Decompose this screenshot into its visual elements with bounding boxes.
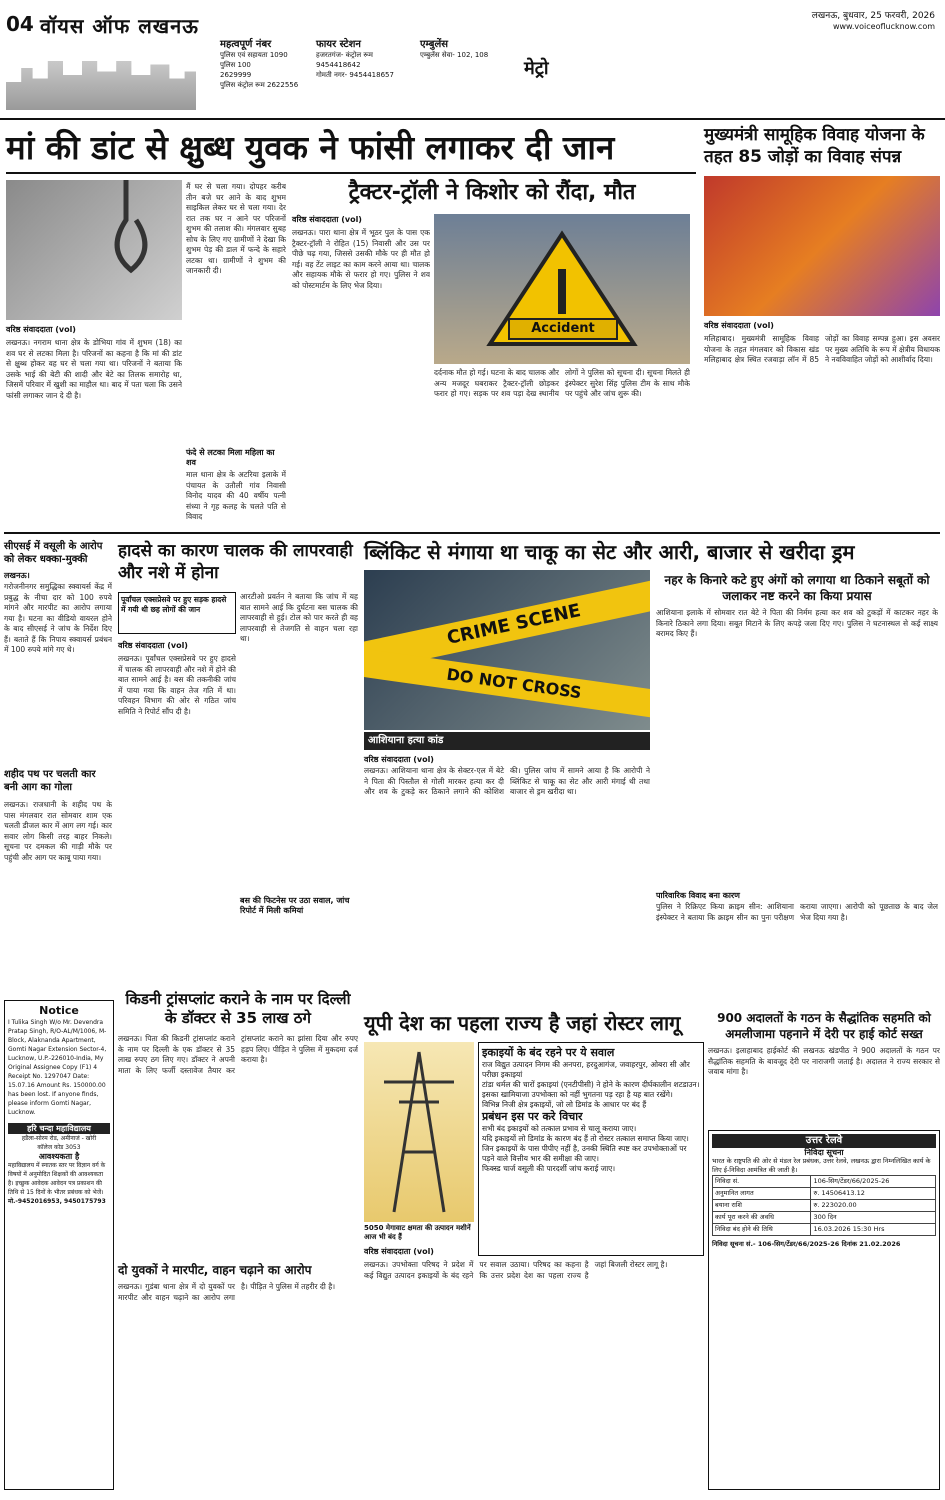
college-code: कॉलेज कोड 3053 [37,1144,81,1151]
kidney-body: लखनऊ। पिता की किडनी ट्रांसप्लांट कराने के नाम पर दिल्ली के एक डॉक्टर से 35 लाख रुपए ठग लिए गए। डॉक्टर ने अपनी माता के लिए फर्जी दस्तावेज तैयार कर ट्रांसप्लांट कराने का झांसा दिया और रुपए हड़प लिए। पीड़ित ने पुलिस में मुकदमा दर्ज कराया है। [118,1034,358,1075]
table-cell: निविदा बंद होने की तिथि [713,1224,811,1236]
college-body: महाविद्यालय में स्नातक स्तर पर विज्ञान वर्ग के विषयों में अनुमोदित शिक्षकों की आवश्यकता है। इच्छुक आवेदक आवेदन पत्र प्रकाशन की तिथि से 15 दिनों के भीतर प्रबंधक को भेजें। [8,1162,106,1196]
table-cell: निविदा सं. [713,1176,811,1188]
table-row [713,1176,936,1188]
fire-line: गोमती नगर- 9454418657 [316,71,394,79]
important-label: महत्वपूर्ण नंबर [220,39,272,50]
important-numbers [220,36,310,90]
roster-box-item: सभी बंद इकाइयों को तत्काल प्रभाव से चालू कराया जाए। [482,1124,637,1133]
roster-box-item: विभिन्न निजी क्षेत्र इकाइयों, जो लो डिमांड के आधार पर बंद हैं [482,1100,647,1109]
roster-questions-box [478,1042,704,1256]
fire-station-numbers [316,36,416,80]
important-line: पुलिस 100 [220,61,251,69]
divider [6,172,696,174]
lead-body-3: माल थाना क्षेत्र के अटरिया इलाके में पंचायत के उतौली गांव निवासी विनोद यादव की 40 वर्षीय पत्नी संध्या ने गृह कलह के चलते पति से विवाद [186,470,286,521]
negligence-body-2: आरटीओ प्रवर्तन ने बताया कि जांच में यह बात सामने आई कि दुर्घटना बस चालक की लापरवाही से हुई। टोल को पार करते ही वह लापरवाही से तेजगति से वाहन चला रहा था। [240,592,358,643]
college-title: हरि चन्दा महाविद्यालय [8,1123,110,1134]
college-contact: मो.-9452016953, 9450175793 [8,1198,106,1205]
roster-box-item: यदि इकाइयों लो डिमांड के कारण बंद हैं तो रोस्टर तत्काल समाप्त किया जाए। [482,1134,689,1143]
canal-headline: नहर के किनारे कटे हुए अंगों को लगाया था ठिकाने सबूतों को जलाकर नष्ट करने का किया प्रयास [664,573,930,603]
canal-body: आशियाना इलाके में सोमवार रात बेटे ने पिता की निर्मम हत्या कर शव को टुकड़ों में काटकर नहर के किनारे ठिकाने लगा दिया। सबूत मिटाने के लिए कपड़े जला दिए गए। पुलिस ने घटनास्थल से कई साक्ष्य बरामद किए हैं। [656,608,938,638]
section-tag: मेट्रो [524,58,549,79]
negligence-headline: हादसे का कारण चालक की लापरवाही और नशे में होना [118,541,353,583]
accident-photo [434,214,690,364]
railway-title: उत्तर रेलवे [712,1134,936,1148]
fire-line: हजरतगंज- कंट्रोल रूम 9454418642 [316,51,373,69]
fire-label: फायर स्टेशन [316,39,361,50]
dateline: लखनऊ, बुधवार, 25 फरवरी, 2026 [811,11,935,21]
roster-box-item: फिक्स्ड चार्ज वसूली की पारदर्शी जांच कराई जाए। [482,1164,616,1173]
noose-icon [6,180,182,320]
crime-scene-photo [364,570,650,730]
tractor-body: लखनऊ। पारा थाना क्षेत्र में भूठर पुल के पास एक ट्रैक्टर-ट्रॉली ने रोहित (15) निवासी और उस पर पीछे चढ़ गया, जिससे उसकी मौके पर ही मौत हो गई। वह टेंट लाइट का काम करने आया था। चालक और सहायक मौके से फरार हो गए। पुलिस ने शव को पोस्टमार्टम के लिए भेज दिया। [292,228,430,290]
table-row [713,1188,936,1200]
youths-body: लखनऊ। गुडंबा थाना क्षेत्र में दो युवकों पर मारपीट और वाहन चढ़ाने का आरोप लगा है। पीड़ित ने पुलिस में तहरीर दी है। [118,1282,336,1302]
table-cell: 106-सिग/टेंडर/66/2025-26 [811,1176,936,1188]
blinkit-byline: वरिष्ठ संवाददाता (vol) [364,755,434,764]
table-cell: बयाना राशि [713,1200,811,1212]
notice-ad [4,1000,114,1490]
important-line: 2629999 [220,71,252,79]
ambulance-line: एम्बुलेंस सेवा- 102, 108 [420,51,489,59]
youths-headline: दो युवकों ने मारपीट, वाहन चढ़ाने का आरोप [118,1263,312,1277]
table-row [713,1200,936,1212]
roster-box-item: टांडा थर्मल की चारों इकाइयां (एनटीपीसी) ने होने के कारण दीर्घकालीन शटडाउन। इसका खामियाजा उपभोक्ता को नहीं भुगतना पड़ रहा है यह बात रखेंगे। [482,1080,700,1099]
table-cell: रु. 223020.00 [811,1200,936,1212]
wedding-photo [704,176,940,316]
notice-title: Notice [39,1004,79,1017]
railway-body: भारत के राष्ट्रपति की ओर से मंडल रेल प्रबंधक, उत्तर रेलवे, लखनऊ द्वारा निम्नलिखित कार्य के लिए ई-निविदा आमंत्रित की जाती है। [712,1157,931,1174]
roster-caption: 5050 मेगावाट क्षमता की उत्पादन मशीनें आज भी बंद हैं [364,1224,471,1241]
table-cell: रु. 14506413.12 [811,1188,936,1200]
tender-table [712,1175,936,1236]
car-fire-body: लखनऊ। राजधानी के शहीद पथ के पास मंगलवार रात सोमवार शाम एक चलती डीजल कार में आग लग गई। कार सवार लोग किसी तरह बाहर निकले। सूचना पर दमकल की गाड़ी मौके पर पहुंची और आग पर काबू पाया गया। [4,800,112,862]
table-row [713,1224,936,1236]
negligence-pullquote: पूर्वांचल एक्सप्रेसवे पर हुए सड़क हादसे में गयी थी छह लोगों की जान [118,592,236,634]
ambulance-numbers [420,36,520,60]
negligence-byline: वरिष्ठ संवाददाता (vol) [118,641,188,650]
tractor-body-2: दर्दनाक मौत हो गई। घटना के बाद चालक और अन्य मजदूर घबराकर ट्रैक्टर-ट्रॉली छोड़कर फरार हो गए। सड़क पर शव पड़ा देख स्थानीय लोगों ने पुलिस को सूचना दी। सूचना मिलते ही इंस्पेक्टर सुरेश सिंह पुलिस टीम के साथ मौके पर पहुंचे और जांच शुरू की। [434,368,690,398]
cbse-byline: लखनऊ। [4,571,30,580]
railway-subtitle: निविदा सूचना [804,1148,844,1157]
lead-body: लखनऊ। नगराम थाना क्षेत्र के डोभिया गांव में शुभम (18) का शव घर से लटका मिला है। परिजनों का कहना है कि मां की डांट से क्षुब्ध होकर वह घर से चला गया था। परिजनों ने बताया कि उसके भाई की बेटी की शादी और बेटे का तिलक समारोह था, जिसमें परिवार में खुशी का माहौल था। बाद में पता चला कि उसने फांसी लगाकर जान दे दी है। [6,338,182,400]
kidney-headline: किडनी ट्रांसप्लांट कराने के नाम पर दिल्ली के डॉक्टर से 35 लाख ठगे [125,990,351,1027]
blinkit-body: लखनऊ। आशियाना थाना क्षेत्र के सेक्टर-एल में बेटे ने पिता की पिस्तौल से गोली मारकर हत्या कर दी और शव के टुकड़े कर ठिकाने लगाने की कोशिश की। पुलिस जांच में सामने आया है कि आरोपी ने ब्लिंकिट से चाकू का सेट और आरी मंगाई थी तथा बाजार से ड्रम खरीदा था। [364,766,650,796]
cbse-body: गरोजनीनगर समुद्धिका स्क्वायर्स केंद्र में प्रबुद्ध के नीचा दार को 100 रुपये मांगने और मारपीट का आरोप लगाया गया है। घटना का वीडियो वायरल होने के बाद सीएसई ने जांच के निर्देश दिए हैं। बताते हैं कि निपाय स्क्वायर्स प्रबंधन में 100 रुपये मांगे गए थे। [4,582,112,654]
railway-footer: निविदा सूचना सं.- 106-सिग/टेंडर/66/2025-26 दिनांक 21.02.2026 [712,1240,901,1248]
power-tower-icon [364,1042,474,1222]
roster-headline: यूपी देश का पहला राज्य है जहां रोस्टर लागू [364,1011,681,1035]
website[interactable]: www.voiceoflucknow.com [832,22,935,31]
divider [4,532,940,534]
masthead [0,0,945,120]
power-tower-photo [364,1042,474,1222]
lead-photo-noose [6,180,182,320]
courts-headline: 900 अदालतों के गठन के सैद्धांतिक सहमति को अमलीजामा पहनाने में देरी पर हाई कोर्ट सख्त [717,1011,931,1041]
lead-byline: वरिष्ठ संवाददाता (vol) [6,325,76,334]
roster-box-subtitle: प्रबंधन इस पर करे विचार [482,1110,583,1123]
railway-tender-ad [708,1130,940,1490]
tractor-headline: ट्रैक्टर-ट्रॉली ने किशोर को रौंदा, मौत [348,180,636,205]
notice-body: I Tulika Singh W/o Mr. Devendra Pratap Singh, R/O-AL/M/1006, M-Block, Alaknanda Apartment, Gomti Nagar Extension Sector-4, Lucknow, U.P.-226010-India, My Original Assignee Copy (F1) 4 Receipt No. 1297047 Date: 15.07.16 Amount Rs. 150000.00 has been lost. If anyone finds, please inform Gomti Nagar, Lucknow. [8,1019,107,1116]
roster-box-item: राज विद्युत उत्पादन निगम की अनपरा, हरदुआगंज, जवाहरपुर, ओबरा सी और परीछा इकाइयां [482,1060,690,1079]
tractor-byline: वरिष्ठ संवाददाता (vol) [292,215,362,224]
ambulance-label: एम्बुलेंस [420,39,449,50]
blinkit-headline: ब्लिंकिट से मंगाया था चाकू का सेट और आरी, बाजार से खरीदा ड्रम [364,540,855,564]
table-cell: कार्य पूरा करने की अवधि [713,1212,811,1224]
table-cell: अनुमानित लागत [713,1188,811,1200]
lead-headline: मां की डांट से क्षुब्ध युवक ने फांसी लगाकर दी जान [6,128,615,167]
table-cell: 300 दिन [811,1212,936,1224]
lead-subhead: फंदे से लटका मिला महिला का शव [186,448,275,467]
blinkit-caption: आशियाना हत्या कांड [364,732,650,750]
college-heading: आवश्यकता है [38,1152,80,1161]
blinkit-subhead: पारिवारिक विवाद बना कारण [656,891,740,900]
table-cell: 16.03.2026 15:30 Hrs [811,1224,936,1236]
vivah-body: मलिहाबाद। मुख्यमंत्री सामूहिक विवाह योजना के तहत मंगलवार को विकास खंड मलिहाबाद क्षेत्र स्थित रजवाड़ा लॉन में 85 जोड़ों का विवाह सम्पन्न हुआ। इस अवसर पर मुख्य अतिथि के रूप में क्षेत्रीय विधायक ने नवविवाहित जोड़ों को आशीर्वाद दिया। [704,334,940,364]
crime-tape-label: CRIME SCENE [364,575,650,675]
college-subtitle: हडैला-सोरम रोड, अमीनाजं - खोरी [21,1135,97,1142]
important-line: पुलिस कंट्रोल रूम 2622556 [220,81,299,89]
city-skyline-graphic [6,40,196,110]
courts-body: लखनऊ। इलाहाबाद हाईकोर्ट की लखनऊ खंडपीठ ने 900 अदालतों के गठन पर सैद्धांतिक सहमति के बावजूद देरी पर नाराजगी जताई है। अदालत ने राज्य सरकार से जवाब मांगा है। [708,1046,940,1076]
roster-body: लखनऊ। उपभोक्ता परिषद ने प्रदेश में कई विद्युत उत्पादन इकाइयों के बंद रहने पर सवाल उठाया। परिषद का कहना है कि उत्तर प्रदेश देश का पहला राज्य है जहां बिजली रोस्टर लागू है। [364,1260,668,1280]
important-line: पुलिस एवं सहायता 1090 [220,51,288,59]
roster-byline: वरिष्ठ संवाददाता (vol) [364,1247,434,1256]
table-row [713,1212,936,1224]
vivah-headline: मुख्यमंत्री सामूहिक विवाह योजना के तहत 85 जोड़ों का विवाह संपन्न [704,125,925,167]
page-number: 04 [6,12,34,36]
negligence-body: लखनऊ। पूर्वांचल एक्सप्रेसवे पर हुए हादसे में चालक की लापरवाही और नशे में होने की बात सामने आई है। बस की तकनीकी जांच में पाया गया कि वाहन तेज गति में था। परिवहन विभाग की ओर से गठित जांच समिति ने रिपोर्ट सौंप दी है। [118,654,236,716]
lead-body-continued: मैं घर से चला गया। दोपहर करीब तीन बजे घर आने के बाद शुभम साइकिल लेकर घर से चला गया। देर रात तक घर न आने पर परिजनों शुभम की तलाश की। मंगलवार सुबह सोच के लिए गए ग्रामीणों ने देखा कि शुभम पेड़ की डाल में फन्दे के सहारे लटका था। ग्रामीणों ने शुभम की जानकारी दी। [186,182,286,275]
car-fire-headline: शहीद पथ पर चलती कार बनी आग का गोला [4,769,96,793]
blinkit-body-2: पुलिस ने रिक्रिएट किया क्राइम सीन: आशियाना इंस्पेक्टर ने बताया कि क्राइम सीन का पुनः परीक्षण कराया जाएगा। आरोपी को पूछताछ के बाद जेल भेज दिया गया है। [656,902,938,922]
roster-box-item: जिन इकाइयों के पास पीपीए नहीं है, उनकी स्थिति स्पष्ट कर उपभोक्ताओं पर पड़ने वाले वित्तीय भार की समीक्षा की जाए। [482,1144,687,1163]
warning-triangle-icon [434,214,690,364]
negligence-subhead: बस की फिटनेस पर उठा सवाल, जांच रिपोर्ट में मिली कमियां [240,896,350,915]
roster-box-title: इकाइयों के बंद रहने पर ये सवाल [482,1046,615,1059]
cbse-headline: सीएसई में वसूली के आरोप को लेकर धक्का-मुक्की [4,541,103,565]
vivah-byline: वरिष्ठ संवाददाता (vol) [704,321,774,330]
paper-name: वॉयस ऑफ लखनऊ [40,14,199,38]
accident-sign-label: Accident [508,318,618,340]
crime-tape-label-2: DO NOT CROSS [364,646,650,721]
